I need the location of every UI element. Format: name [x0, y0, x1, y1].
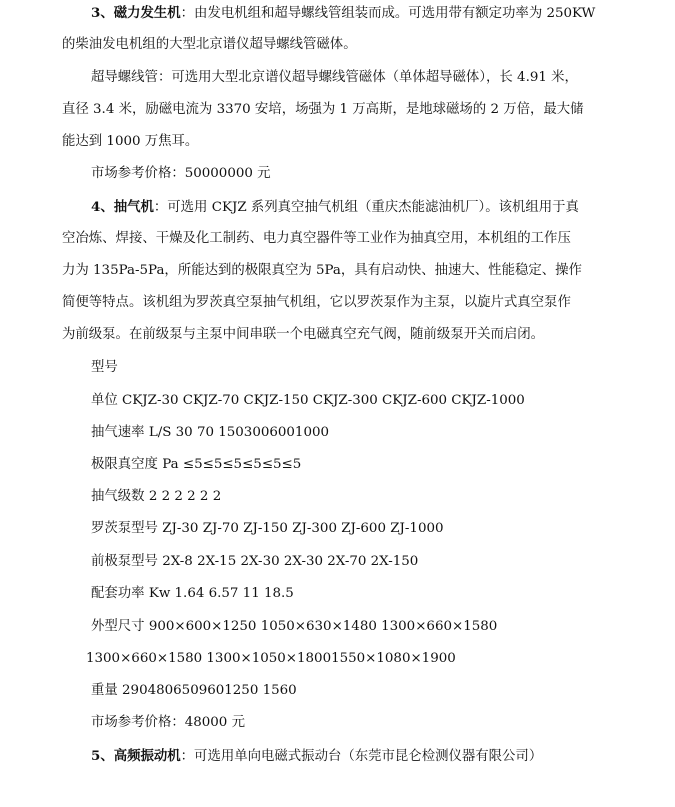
magnet-paragraph-line-1: 超导螺线管：可选用大型北京谱仪超导螺线管磁体（单体超导磁体），长 4.91 米，	[91, 70, 578, 85]
section-5-heading: 5、高频振动机	[91, 748, 181, 764]
section-3-line-1	[91, 3, 595, 24]
section-5-line-1	[91, 746, 542, 767]
spec-speed-row: 抽气速率 L/S 30 70 1503006001000	[91, 425, 329, 440]
section-4-price: 市场参考价格：48000 元	[91, 715, 245, 730]
section-3-price: 市场参考价格：50000000 元	[91, 166, 271, 181]
spec-model-label: 型号	[91, 360, 118, 375]
section-4-line-1	[91, 197, 579, 218]
spec-stages-row: 抽气级数 2 2 2 2 2 2	[91, 489, 222, 504]
spec-power-row: 配套功率 Kw 1.64 6.57 11 18.5	[91, 586, 294, 601]
section-4-heading: 4、抽气机	[91, 199, 154, 215]
section-4-line-3: 力为 135Pa-5Pa，所能达到的极限真空为 5Pa，具有启动快、抽速大、性能稳定、操作	[62, 263, 582, 278]
section-4-line-2: 空冶炼、焊接、干燥及化工制药、电力真空器件等工业作为抽真空用，本机组的工作压	[62, 231, 571, 246]
magnet-paragraph-line-3: 能达到 1000 万焦耳。	[62, 134, 199, 149]
magnet-paragraph-line-2: 直径 3.4 米，励磁电流为 3370 安培，场强为 1 万高斯，是地球磁场的 2 万倍，最大储	[62, 102, 584, 117]
section-3-heading: 3、磁力发生机	[91, 5, 181, 21]
section-4-line-5: 为前级泵。在前级泵与主泵中间串联一个电磁真空充气阀，随前级泵开关而启闭。	[62, 327, 545, 342]
section-5-text: ：可选用单向电磁式振动台（东莞市昆仑检测仪器有限公司）	[180, 749, 543, 764]
spec-fore-pump-row: 前极泵型号 2X-8 2X-15 2X-30 2X-30 2X-70 2X-150	[91, 554, 419, 569]
spec-dimensions-row-1: 外型尺寸 900×600×1250 1050×630×1480 1300×660×1580	[91, 619, 498, 634]
spec-dimensions-row-2: 1300×660×1580 1300×1050×18001550×1080×1900	[86, 651, 456, 666]
spec-roots-row: 罗茨泵型号 ZJ-30 ZJ-70 ZJ-150 ZJ-300 ZJ-600 ZJ-1000	[91, 521, 444, 536]
section-3-text: ：由发电机组和超导螺线管组装而成。可选用带有额定功率为 250KW	[180, 6, 596, 21]
section-4-line-4: 简便等特点。该机组为罗茨真空泵抽气机组，它以罗茨泵作为主泵，以旋片式真空泵作	[62, 295, 571, 310]
spec-vacuum-row: 极限真空度 Pa ≤5≤5≤5≤5≤5≤5	[91, 457, 302, 472]
spec-weight-row: 重量 290480650960​1250 1560	[91, 683, 297, 698]
section-3-line-2: 的柴油发电机组的大型北京谱仪超导螺线管磁体。	[62, 37, 357, 52]
section-4-text: ：可选用 CKJZ 系列真空抽气机组（重庆杰能滤油机厂）。该机组用于真	[153, 200, 579, 215]
spec-unit-row: 单位 CKJZ-30 CKJZ-70 CKJZ-150 CKJZ-300 CKJZ-600 CKJZ-1000	[91, 393, 525, 408]
